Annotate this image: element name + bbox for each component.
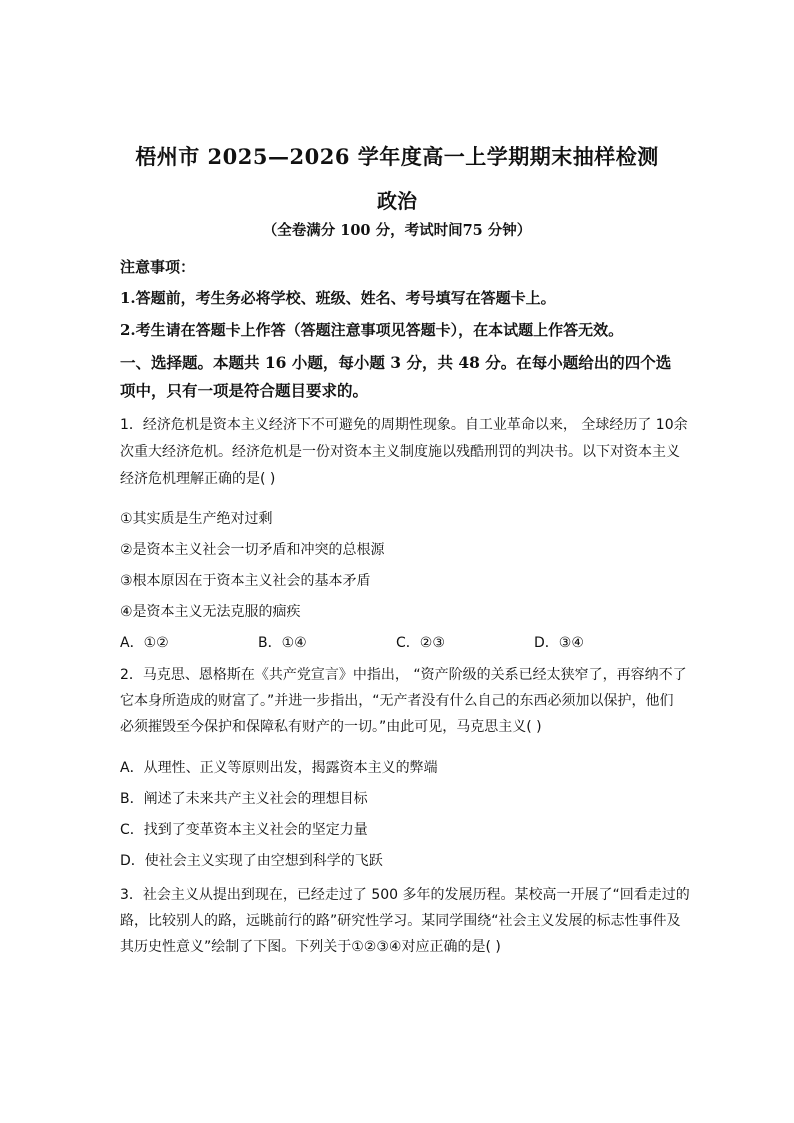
section-heading: 一、选择题。本题共 16 小题，每小题 3 分，共 48 分。在每小题给出的四个选: [120, 353, 672, 372]
statement-item: ④是资本主义无法克服的痼疾: [120, 604, 301, 620]
exam-title: 梧州市 2025—2026 学年度高一上学期期末抽样检测: [135, 144, 659, 169]
notice-item: 1.答题前，考生务必将学校、班级、姓名、考号填写在答题卡上。: [120, 289, 556, 307]
option-a: A．从理性、正义等原则出发，揭露资本主义的弊端: [120, 760, 438, 776]
q1-options: [120, 632, 680, 652]
statement-item: ①其实质是生产绝对过剩: [120, 511, 273, 527]
statement-item: ③根本原因在于资本主义社会的基本矛盾: [120, 573, 371, 589]
notice-item: 2.考生请在答题卡上作答（答题注意事项见答题卡），在本试题上作答无效。: [120, 321, 624, 339]
question-stem: 2．马克思、恩格斯在《共产党宣言》中指出， “资产阶级的关系已经太狭窄了，再容纳不了: [120, 667, 687, 683]
question-stem: 经济危机理解正确的是( ): [120, 471, 276, 487]
subject-title: 政治: [377, 189, 417, 213]
question-stem: 次重大经济危机。经济危机是一份对资本主义制度施以残酷刑罚的判决书。以下对资本主义: [120, 444, 680, 460]
notices-heading: 注意事项：: [120, 258, 196, 276]
option-b: B．①④: [258, 635, 307, 651]
option-c: C．找到了变革资本主义社会的坚定力量: [120, 822, 368, 838]
question-stem: 3．社会主义从提出到现在，已经走过了 500 多年的发展历程。某校高一开展了“回看走过的: [120, 887, 690, 903]
question-stem: 路，比较别人的路，远眺前行的路”研究性学习。某同学围绕“社会主义发展的标志性事件及: [120, 913, 681, 929]
option-b: B．阐述了未来共产主义社会的理想目标: [120, 791, 368, 807]
question-stem: 必须摧毁至今保护和保障私有财产的一切。”由此可见，马克思主义( ): [120, 719, 542, 735]
option-a: A．①②: [120, 635, 169, 651]
option-c: C．②③: [396, 635, 445, 651]
section-heading: 项中，只有一项是符合题目要求的。: [120, 381, 369, 400]
option-d: D．使社会主义实现了由空想到科学的飞跃: [120, 853, 383, 869]
question-stem: 1．经济危机是资本主义经济下不可避免的周期性现象。自工业革命以来， 全球经历了 10余: [120, 417, 688, 433]
question-stem: 它本身所造成的财富了。”并进一步指出，“无产者没有什么自己的东西必须加以保护，他们: [120, 693, 674, 709]
exam-note: （全卷满分 100 分，考试时间75 分钟）: [262, 222, 532, 239]
statement-item: ②是资本主义社会一切矛盾和冲突的总根源: [120, 542, 385, 558]
question-stem: 其历史性意义”绘制了下图。下列关于①②③④对应正确的是( ): [120, 939, 501, 955]
option-d: D．③④: [534, 635, 584, 651]
